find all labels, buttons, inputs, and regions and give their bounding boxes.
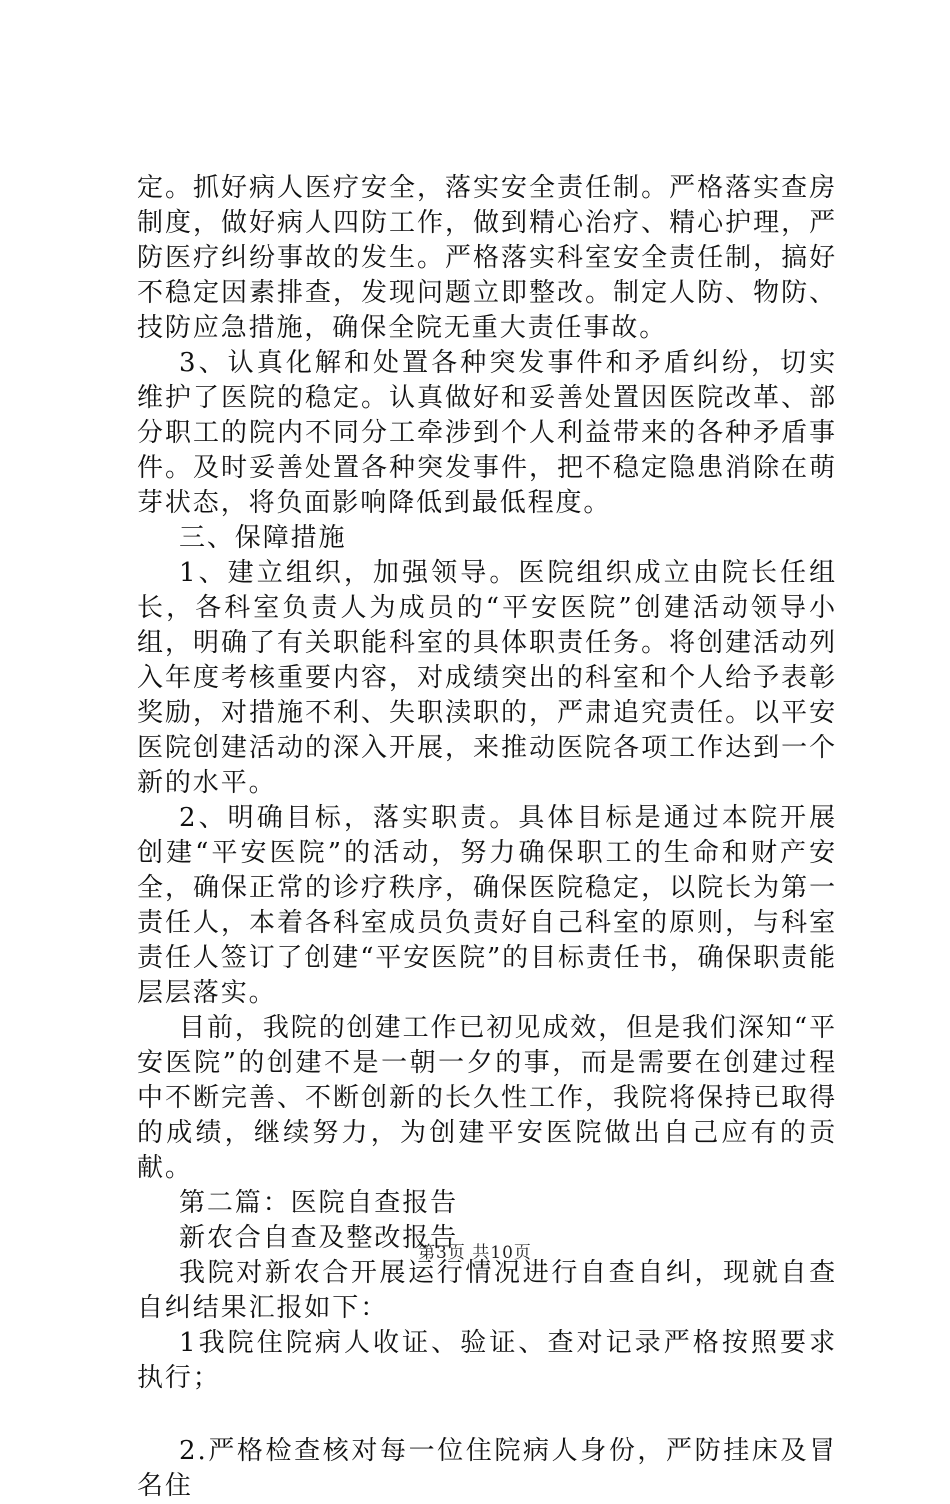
paragraph-safeguard-1: 1、建立组织，加强领导。医院组织成立由院长任组长，各科室负责人为成员的“平安医院”创建活动领导小组，明确了有关职能科室的具体职责任务。将创建活动列入年度考核重要内容，对成绩突出的科室和个人给予表彰奖励，对措施不利、失职渎职的，严肃追究责任。以平安医院创建活动的深入开展，来推动医院各项工作达到一个新的水平。 xyxy=(137,558,837,798)
paragraph-report-item-2: 2.严格检查核对每一位住院病人身份，严防挂床及冒名住 xyxy=(137,1436,837,1501)
paragraph-report-item-1: 1我院住院病人收证、验证、查对记录严格按照要求执行； xyxy=(137,1328,837,1393)
section-heading-safeguards: 三、保障措施 xyxy=(179,523,347,553)
paragraph-safeguard-2: 2、明确目标，落实职责。具体目标是通过本院开展创建“平安医院”的活动，努力确保职工的生命和财产安全，确保正常的诊疗秩序，确保医院稳定，以院长为第一责任人，本着各科室成员负责好自己科室的原则，与科室责任人签订了创建“平安医院”的目标责任书，确保职责能层层落实。 xyxy=(137,803,837,1008)
report-title: 新农合自查及整改报告 xyxy=(179,1223,459,1253)
paragraph-continuation: 定。抓好病人医疗安全，落实安全责任制。严格落实查房制度，做好病人四防工作，做到精心治疗、精心护理，严防医疗纠纷事故的发生。严格落实科室安全责任制，搞好不稳定因素排查，发现问题立即整改。制定人防、物防、技防应急措施，确保全院无重大责任事故。 xyxy=(137,173,837,343)
page-number-footer: 第3页 共10页 xyxy=(418,1243,532,1263)
paragraph-report-intro: 我院对新农合开展运行情况进行自查自纠，现就自查自纠结果汇报如下： xyxy=(137,1258,837,1323)
document-body xyxy=(137,171,837,1504)
paragraph-item-3: 3、认真化解和处置各种突发事件和矛盾纠纷，切实维护了医院的稳定。认真做好和妥善处置因医院改革、部分职工的院内不同分工牵涉到个人利益带来的各种矛盾事件。及时妥善处置各种突发事件，把不稳定隐患消除在萌芽状态，将负面影响降低到最低程度。 xyxy=(137,348,837,518)
paragraph-conclusion: 目前，我院的创建工作已初见成效，但是我们深知“平安医院”的创建不是一朝一夕的事，而是需要在创建过程中不断完善、不断创新的长久性工作，我院将保持已取得的成绩，继续努力，为创建平安医院做出自己应有的贡献。 xyxy=(137,1013,837,1183)
chapter-title-second: 第二篇：医院自查报告 xyxy=(179,1188,459,1218)
